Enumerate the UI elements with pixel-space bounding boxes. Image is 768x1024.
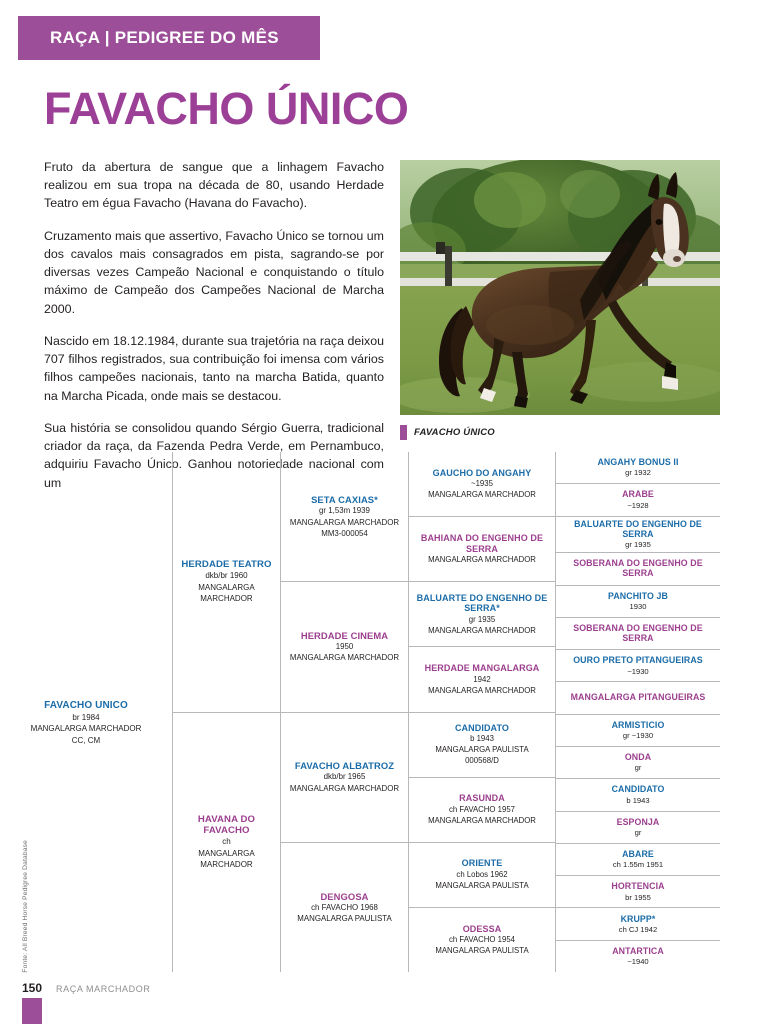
pedigree-cell: [555, 682, 720, 714]
pedigree-cell: [555, 452, 720, 484]
horse-meta: b 1943: [626, 795, 650, 805]
pedigree-cell: [555, 747, 720, 779]
pedigree-generation-3: [280, 452, 408, 972]
horse-name: ABARE: [622, 848, 654, 859]
horse-meta: ch CJ 1942: [618, 924, 658, 934]
pedigree-cell: [555, 618, 720, 650]
horse-meta: 1950: [335, 642, 354, 652]
horse-meta: ch FAVACHO 1954: [448, 935, 515, 945]
horse-name: HERDADE MANGALARGA: [424, 663, 540, 673]
pedigree-cell: [408, 647, 555, 712]
pedigree-generation-5: [555, 452, 720, 972]
horse-name: OURO PRETO PITANGUEIRAS: [573, 655, 703, 666]
horse-meta: MANGALARGA MARCHADOR: [289, 517, 400, 527]
horse-name: CANDIDATO: [611, 784, 665, 795]
horse-name: RASUNDA: [459, 793, 505, 804]
horse-meta: MANGALARGA MARCHADOR: [428, 625, 536, 635]
caption-accent-bar: [400, 425, 407, 440]
article-paragraph: Cruzamento mais que assertivo, Favacho Único se tornou um dos cavalos mais consagrados em pista, sagrando-se por diversas vezes Campeão Nacional e conquistando o título máximo de Campeão dos Campeões Nacional de Marcha 2000.: [44, 228, 384, 316]
horse-name: ARMISTICIO: [611, 719, 665, 730]
horse-name: SETA CAXIAS*: [311, 494, 378, 506]
source-note: Fonte: All Breed Horse Pedigree Database: [22, 840, 29, 973]
article-paragraph: Fruto da abertura de sangue que a linhagem Favacho realizou em sua tropa na década de 80, usando Herdade Teatro em égua Favacho (Havana do Favacho).: [44, 160, 384, 211]
horse-name: GAUCHO DO ANGAHY: [432, 467, 532, 478]
horse-photo-image: [400, 160, 720, 415]
section-ribbon: [18, 16, 320, 60]
horse-meta: 000568/D: [465, 756, 499, 766]
horse-name: HAVANA DO FAVACHO: [197, 813, 256, 837]
horse-meta: gr: [634, 827, 642, 837]
pedigree-cell: [555, 650, 720, 682]
pedigree-cell: [555, 941, 720, 972]
horse-meta: ch Lobos 1962: [456, 869, 508, 879]
article-paragraph: Sua história se consolidou quando Sérgio Guerra, tradicional criador da raça, da Fazenda Pedra Verde, em Pernambuco, adquiriu Favacho Único. Ganhou notoriedade nacional com um: [44, 420, 384, 490]
pedigree-cell: [280, 713, 408, 843]
horse-name: ESPONJA: [616, 816, 660, 827]
pedigree-cell: [172, 452, 280, 713]
horse-meta: 1942: [473, 674, 491, 684]
pedigree-cell: [408, 517, 555, 582]
horse-meta: MANGALARGA PAULISTA: [435, 946, 529, 956]
pedigree-generation-2: [172, 452, 280, 972]
horse-meta: ch FAVACHO 1968: [311, 902, 378, 912]
horse-name: FAVACHO UNICO: [44, 700, 128, 711]
horse-meta: gr 1,53m 1939: [319, 506, 370, 516]
horse-meta: gr 1935: [468, 614, 496, 624]
horse-meta: b 1943: [470, 734, 494, 744]
horse-meta: MANGALARGA MARCHADOR: [428, 815, 536, 825]
pedigree-cell: [555, 586, 720, 618]
horse-meta: ch FAVACHO 1957: [448, 804, 515, 814]
pedigree-generation-4: [408, 452, 555, 972]
horse-meta: dkb/br 1965: [323, 772, 366, 782]
horse-meta: 1930: [629, 601, 647, 611]
horse-meta: CC, CM: [71, 735, 101, 745]
photo-caption-text: FAVACHO ÚNICO: [414, 427, 495, 438]
horse-meta: MM3-000054: [321, 528, 368, 538]
horse-name: MANGALARGA PITANGUEIRAS: [570, 692, 706, 703]
pedigree-cell: [555, 779, 720, 811]
horse-meta: ~1930: [627, 666, 649, 676]
pedigree-chart: [172, 452, 720, 972]
horse-name: ANTARTICA: [612, 945, 664, 956]
horse-name: ORIENTE: [461, 858, 503, 869]
page-number: 150: [22, 981, 43, 995]
horse-name: ONDA: [624, 752, 652, 763]
article-paragraph: Nascido em 18.12.1984, durante sua trajetória na raça deixou 707 filhos registrados, sua contribuição foi imensa com vários filhos campeões nacionais, tanto na marcha Batida, quanto na Marcha Picada, onde mais se destacou.: [44, 333, 384, 403]
horse-name: SOBERANA DO ENGENHO DE SERRA: [573, 622, 703, 643]
horse-name: HERDADE TEATRO: [181, 559, 272, 570]
horse-meta: MARCHADOR: [200, 860, 253, 870]
photo-caption: [400, 425, 495, 440]
pedigree-cell: [555, 812, 720, 844]
horse-meta: MANGALARGA MARCHADOR: [428, 555, 536, 565]
horse-name: CANDIDATO: [454, 722, 510, 733]
pedigree-cell: [555, 876, 720, 908]
horse-name: HERDADE CINEMA: [300, 630, 389, 642]
footer-section-label: RAÇA MARCHADOR: [56, 984, 151, 994]
pedigree-cell: [408, 908, 555, 972]
horse-photo: [400, 160, 720, 415]
horse-meta: ch 1.55m 1951: [612, 860, 664, 870]
horse-name: BAHIANA DO ENGENHO DE SERRA: [420, 533, 544, 554]
page-footer: [22, 981, 150, 995]
horse-name: BALUARTE DO ENGENHO DE SERRA: [574, 518, 702, 539]
pedigree-cell: [280, 452, 408, 582]
horse-meta: MANGALARGA: [198, 582, 255, 592]
pedigree-cell: [280, 582, 408, 712]
horse-meta: MANGALARGA PAULISTA: [435, 881, 529, 891]
horse-name: ANGAHY BONUS II: [597, 457, 679, 468]
pedigree-cell: [408, 778, 555, 843]
pedigree-cell: [408, 713, 555, 778]
horse-meta: MANGALARGA MARCHADOR: [289, 783, 400, 793]
horse-name: HORTENCIA: [611, 881, 665, 892]
horse-meta: MARCHADOR: [200, 594, 253, 604]
horse-meta: dkb/br 1960: [205, 571, 248, 581]
pedigree-root-cell: [0, 700, 172, 746]
pedigree-cell: [172, 713, 280, 973]
horse-name: BALUARTE DO ENGENHO DE SERRA*: [416, 592, 548, 614]
horse-meta: gr 1932: [625, 468, 651, 478]
horse-name: KRUPP*: [620, 913, 656, 924]
pedigree-cell: [555, 553, 720, 585]
pedigree-cell: [555, 484, 720, 516]
horse-meta: gr ~1930: [622, 731, 654, 741]
horse-name: ARABE: [622, 489, 654, 500]
pedigree-cell: [555, 715, 720, 747]
horse-name: FAVACHO ALBATROZ: [294, 760, 395, 772]
pedigree-cell: [280, 843, 408, 972]
horse-meta: MANGALARGA MARCHADOR: [428, 685, 536, 695]
horse-meta: ~1935: [471, 479, 493, 489]
horse-meta: MANGALARGA: [198, 848, 255, 858]
horse-meta: MANGALARGA MARCHADOR: [30, 724, 142, 734]
horse-meta: ch: [222, 837, 231, 847]
horse-meta: MANGALARGA MARCHADOR: [428, 490, 536, 500]
horse-name: ODESSA: [462, 923, 502, 934]
pedigree-cell: [408, 582, 555, 647]
horse-meta: MANGALARGA PAULISTA: [435, 745, 529, 755]
horse-meta: gr 1935: [625, 540, 651, 550]
pedigree-cell: [555, 908, 720, 940]
horse-name: SOBERANA DO ENGENHO DE SERRA: [573, 557, 703, 579]
horse-name: DENGOSA: [320, 890, 369, 902]
horse-meta: gr: [634, 763, 642, 773]
pedigree-cell: [555, 517, 720, 554]
pedigree-cell: [408, 843, 555, 908]
section-ribbon-label: RAÇA | PEDIGREE DO MÊS: [50, 28, 279, 47]
pedigree-cell: [555, 844, 720, 876]
article-body: [44, 158, 384, 492]
pedigree-cell: [408, 452, 555, 517]
horse-meta: MANGALARGA MARCHADOR: [289, 653, 400, 663]
horse-name: PANCHITO JB: [608, 590, 668, 601]
horse-meta: ~1940: [627, 957, 649, 967]
footer-accent-block: [22, 998, 42, 1024]
horse-meta: br 1955: [625, 892, 651, 902]
horse-meta: ~1928: [627, 500, 649, 510]
horse-meta: MANGALARGA PAULISTA: [297, 913, 392, 923]
page-title: FAVACHO ÚNICO: [44, 83, 409, 134]
horse-meta: br 1984: [72, 712, 100, 722]
